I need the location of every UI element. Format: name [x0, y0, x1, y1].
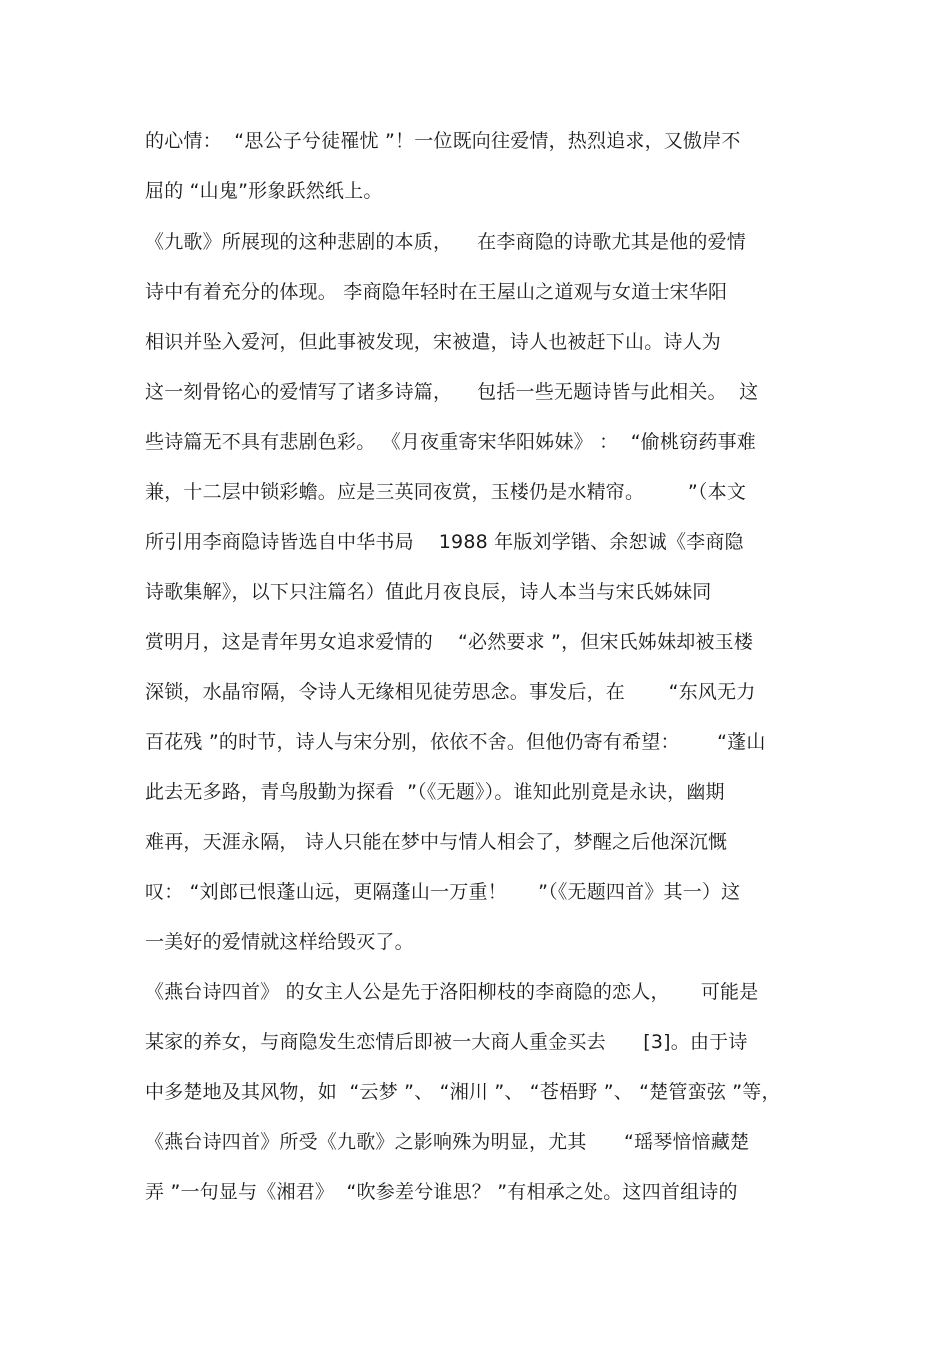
text-line: 些诗篇无不具有悲剧色彩。 《月夜重寄宋华阳姊妹》 ： “偷桃窃药事难	[145, 431, 757, 453]
text-line: 《燕台诗四首》所受《九歌》之影响殊为明显，尤其 “瑶琴愔愔藏楚	[145, 1131, 750, 1153]
text-line: 一美好的爱情就这样给毁灭了。	[145, 931, 414, 953]
text-line: 相识并坠入爱河，但此事被发现，宋被遣，诗人也被赶下山。诗人为	[145, 331, 722, 353]
text-line: 某家的养女，与商隐发生恋情后即被一大商人重金买去 [3]。由于诗	[145, 1031, 748, 1053]
text-line: 《燕台诗四首》 的女主人公是先于洛阳柳枝的李商隐的恋人， 可能是	[145, 981, 759, 1003]
text-line: 诗中有着充分的体现。 李商隐年轻时在王屋山之道观与女道士宋华阳	[145, 281, 728, 303]
text-line: 此去无多路，青鸟殷勤为探看 ”（《无题》）。谁知此别竟是永诀，幽期	[145, 781, 725, 803]
text-line: 诗歌集解》，以下只注篇名）值此月夜良辰，诗人本当与宋氏姊妹同	[145, 581, 712, 603]
text-line: 赏明月，这是青年男女追求爱情的 “必然要求 ”，但宋氏姊妹却被玉楼	[145, 631, 754, 653]
text-line: 兼，十二层中锁彩蟾。应是三英同夜赏，玉楼仍是水精帘。 ”（本文	[145, 481, 747, 503]
text-line: 叹： “刘郎已恨蓬山远，更隔蓬山一万重！ ”（《无题四首》其一）这	[145, 881, 741, 903]
text-line: 所引用李商隐诗皆选自中华书局 1988 年版刘学锴、余恕诚《李商隐	[145, 531, 744, 553]
text-line: 百花残 ”的时节，诗人与宋分别，依依不舍。但他仍寄有希望： “蓬山	[145, 731, 766, 753]
text-line: 这一刻骨铭心的爱情写了诸多诗篇， 包括一些无题诗皆与此相关。 这	[145, 381, 759, 403]
text-line: 的心情： “思公子兮徒罹忧 ”！一位既向往爱情，热烈追求，又傲岸不	[145, 130, 741, 152]
text-line: 《九歌》所展现的这种悲剧的本质， 在李商隐的诗歌尤其是他的爱情	[145, 231, 746, 253]
text-line: 屈的 “山鬼”形象跃然纸上。	[145, 180, 383, 202]
text-line: 弄 ”一句显与《湘君》 “吹参差兮谁思？ ”有相承之处。这四首组诗的	[145, 1181, 738, 1203]
text-line: 难再，天涯永隔， 诗人只能在梦中与情人相会了，梦醒之后他深沉慨	[145, 831, 728, 853]
text-line: 深锁，水晶帘隔，令诗人无缘相见徒劳思念。事发后，在 “东风无力	[145, 681, 756, 703]
text-line: 中多楚地及其风物，如 “云梦 ”、 “湘川 ”、 “苍梧野 ”、 “楚管蛮弦 ”等，	[145, 1081, 781, 1103]
